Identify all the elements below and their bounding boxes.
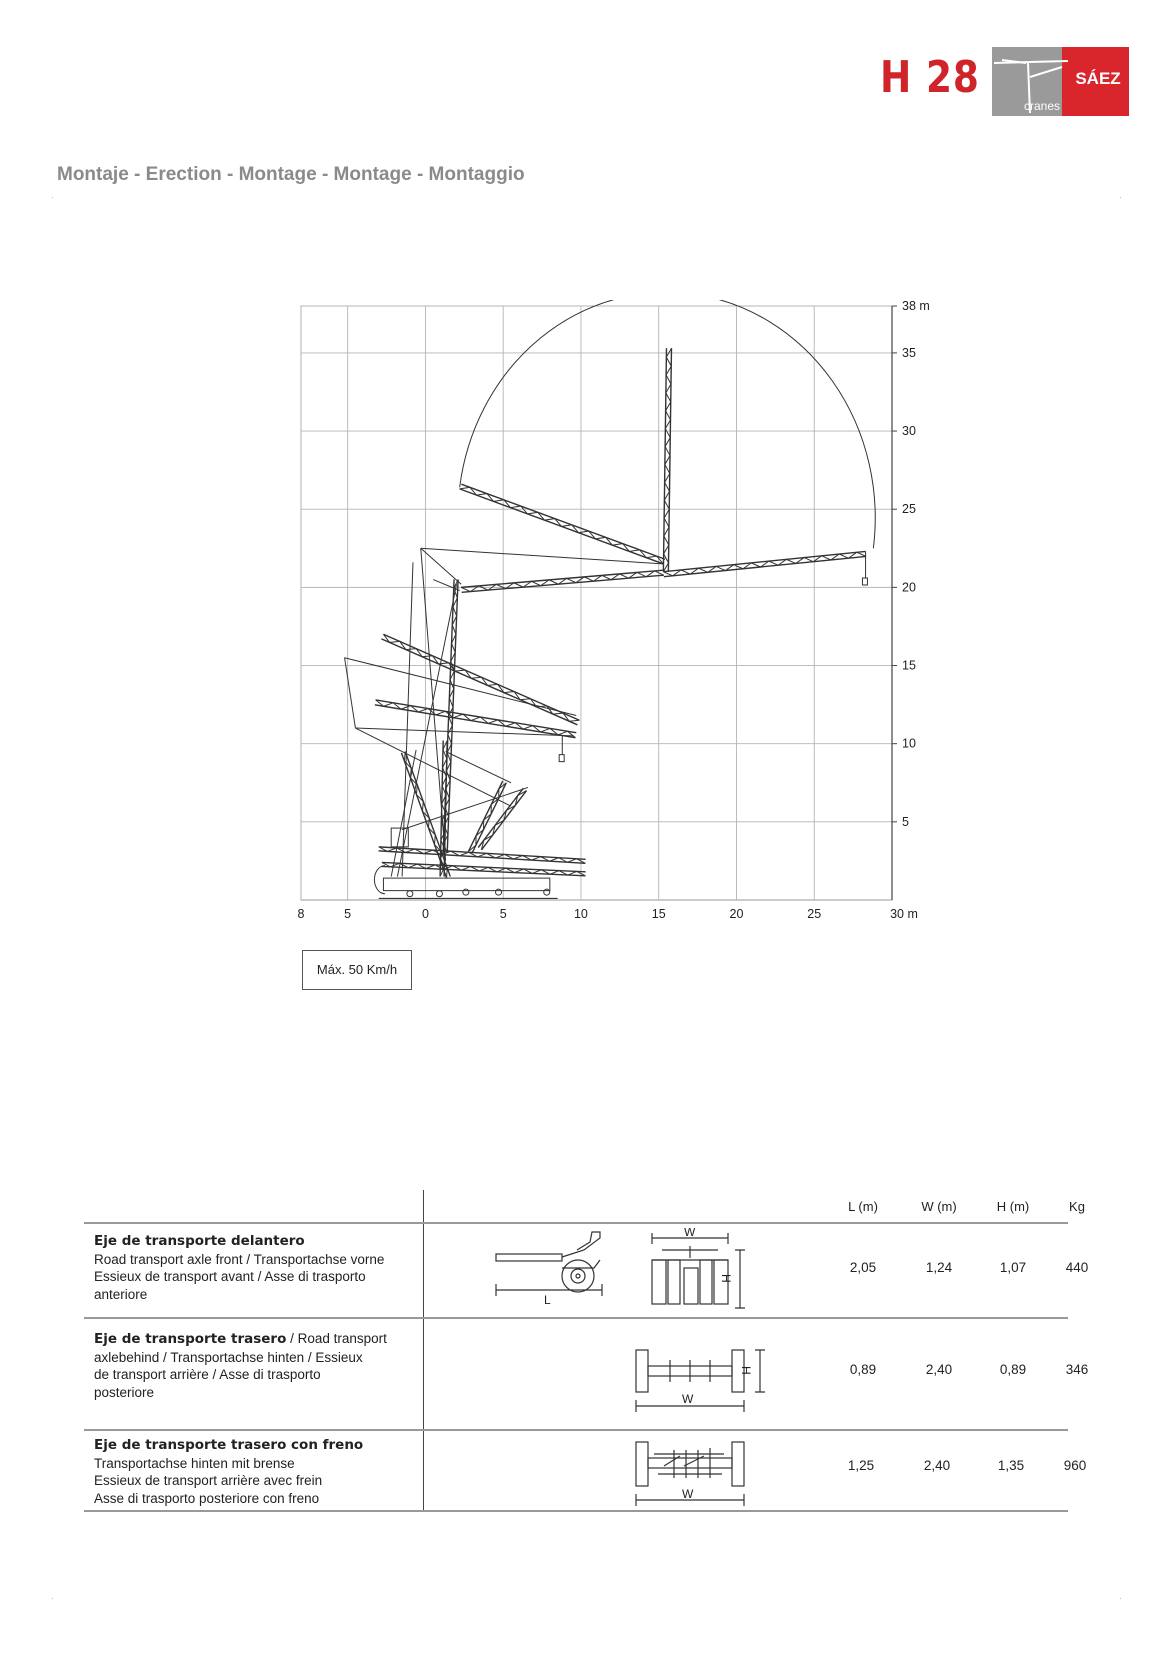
x-tick-label: 0 xyxy=(421,907,429,920)
truss-chord xyxy=(461,484,665,559)
row-line: Road transport axle front / Transportachse vorne xyxy=(94,1251,385,1267)
dim-label-w: W xyxy=(682,1392,694,1406)
speed-note: Máx. 50 Km/h xyxy=(302,950,412,990)
section-title: Montaje - Erection - Montage - Montage - Montaggio xyxy=(57,164,525,185)
transport-mast xyxy=(382,862,586,875)
plot-frame xyxy=(301,306,892,900)
crop-mark xyxy=(52,197,53,198)
crane-drawing xyxy=(345,300,876,898)
cell-l: 1,25 xyxy=(847,1458,875,1473)
logo-brand-text: SÁEZ xyxy=(1075,69,1121,88)
front-axle-drawing xyxy=(492,1228,832,1312)
truss-chord xyxy=(382,862,586,871)
y-tick-label: 10 xyxy=(902,736,916,751)
row-line: Essieux de transport arrière avec frein xyxy=(94,1473,323,1488)
wheel xyxy=(463,889,469,895)
wheel xyxy=(496,889,502,895)
rear-axle-brake-drawing xyxy=(624,1438,824,1510)
x-tick-label: 5 xyxy=(499,907,507,920)
luffed-jib xyxy=(460,484,665,564)
table-divider xyxy=(84,1429,1068,1431)
row-title: Eje de transporte trasero xyxy=(94,1331,287,1347)
cell-h: 1,35 xyxy=(997,1458,1025,1473)
y-tick-label: 38 m xyxy=(902,300,930,313)
cell-kg: 440 xyxy=(1065,1260,1089,1275)
crop-mark xyxy=(1120,1598,1121,1599)
row-title: Eje de transporte trasero con freno xyxy=(94,1437,364,1453)
dim-label-h: H xyxy=(719,1274,733,1283)
working-jib-inner xyxy=(461,570,664,592)
truss-chord xyxy=(401,753,446,878)
table-row xyxy=(94,1436,414,1507)
y-tick-label: 5 xyxy=(902,814,909,829)
x-tick-label: 15 xyxy=(651,907,666,920)
truss-chord xyxy=(462,575,664,592)
erection-diagram-svg xyxy=(290,300,930,920)
chart-ticks xyxy=(298,300,930,920)
truss-chord xyxy=(376,700,577,733)
x-tick-label: 5 xyxy=(344,907,352,920)
table-divider xyxy=(84,1317,1068,1319)
y-tick-label: 15 xyxy=(902,658,916,673)
tie-line xyxy=(355,728,511,806)
tie-line xyxy=(391,750,416,877)
truss-chord xyxy=(382,866,586,875)
erection-diagram xyxy=(290,300,930,925)
chart-grid xyxy=(301,306,897,900)
row-line: Asse di trasporto posteriore con freno xyxy=(94,1490,320,1506)
crop-mark xyxy=(1120,197,1121,198)
wheel xyxy=(544,889,550,895)
row-line: Essieux de transport avant / Asse di trasporto xyxy=(94,1269,366,1284)
row-line: posteriore xyxy=(94,1384,155,1400)
truss-chord xyxy=(381,639,577,725)
row-line: de transport arrière / Asse di trasporto xyxy=(94,1367,321,1382)
x-tick-label: 25 xyxy=(807,907,822,920)
table-vertical-divider xyxy=(423,1190,424,1512)
wheel xyxy=(436,891,442,897)
cell-l: 2,05 xyxy=(849,1260,877,1275)
y-tick-label: 20 xyxy=(902,580,916,595)
tie-line xyxy=(421,548,461,584)
hook-block xyxy=(559,755,564,762)
y-tick-label: 25 xyxy=(902,502,916,517)
cell-kg: 960 xyxy=(1063,1458,1087,1473)
y-tick-label: 35 xyxy=(902,345,916,360)
crop-mark xyxy=(52,1598,53,1599)
row-line: axlebehind / Transportachse hinten / Essieux xyxy=(94,1349,363,1365)
dim-label-w: W xyxy=(682,1487,694,1501)
cell-w: 1,24 xyxy=(925,1260,953,1275)
row-line: anteriore xyxy=(94,1286,148,1302)
tie-line xyxy=(345,658,356,728)
dim-label-l: L xyxy=(544,1293,551,1307)
cell-w: 2,40 xyxy=(925,1362,953,1377)
x-tick-label: 20 xyxy=(729,907,744,920)
table-divider xyxy=(84,1222,1068,1224)
truss-chord xyxy=(664,556,866,576)
col-header-kg: Kg xyxy=(1069,1199,1085,1214)
cell-h: 0,89 xyxy=(999,1362,1027,1377)
table-row xyxy=(94,1330,414,1401)
table-row xyxy=(94,1232,414,1303)
truss-chord xyxy=(468,781,502,851)
dim-label-w: W xyxy=(684,1228,696,1239)
col-header-h: H (m) xyxy=(996,1199,1030,1214)
truss-chord xyxy=(461,570,663,587)
truss-chord xyxy=(663,551,865,571)
truss-web xyxy=(663,552,866,576)
model-title: H 28 xyxy=(880,52,980,103)
table-divider xyxy=(84,1510,1068,1512)
cell-h: 1,07 xyxy=(999,1260,1027,1275)
chassis xyxy=(383,878,549,891)
brand-logo xyxy=(992,47,1129,116)
working-jib xyxy=(663,551,866,576)
col-header-w: W (m) xyxy=(921,1199,957,1214)
cell-w: 2,40 xyxy=(923,1458,951,1473)
y-tick-label: 30 xyxy=(902,424,916,439)
tie-line xyxy=(402,562,413,876)
truss-web xyxy=(461,571,664,592)
logo-sub-text: cranes xyxy=(1024,99,1061,113)
row-title: Eje de transporte delantero xyxy=(94,1233,305,1249)
cell-kg: 346 xyxy=(1065,1362,1089,1377)
rear-axle-drawing xyxy=(624,1340,824,1416)
cell-l: 0,89 xyxy=(849,1362,877,1377)
x-tick-label: 8 xyxy=(297,907,305,920)
x-tick-label: 10 xyxy=(573,907,588,920)
row-title-suffix: / Road transport xyxy=(286,1331,387,1346)
col-header-l: L (m) xyxy=(848,1199,878,1214)
wheel xyxy=(407,891,413,897)
hook-block xyxy=(862,578,867,585)
tie-line xyxy=(345,658,577,716)
x-tick-label: 30 m xyxy=(890,907,918,920)
row-line: Transportachse hinten mit brense xyxy=(94,1455,295,1471)
dim-label-h: H xyxy=(739,1366,753,1375)
final-mast xyxy=(663,348,671,572)
